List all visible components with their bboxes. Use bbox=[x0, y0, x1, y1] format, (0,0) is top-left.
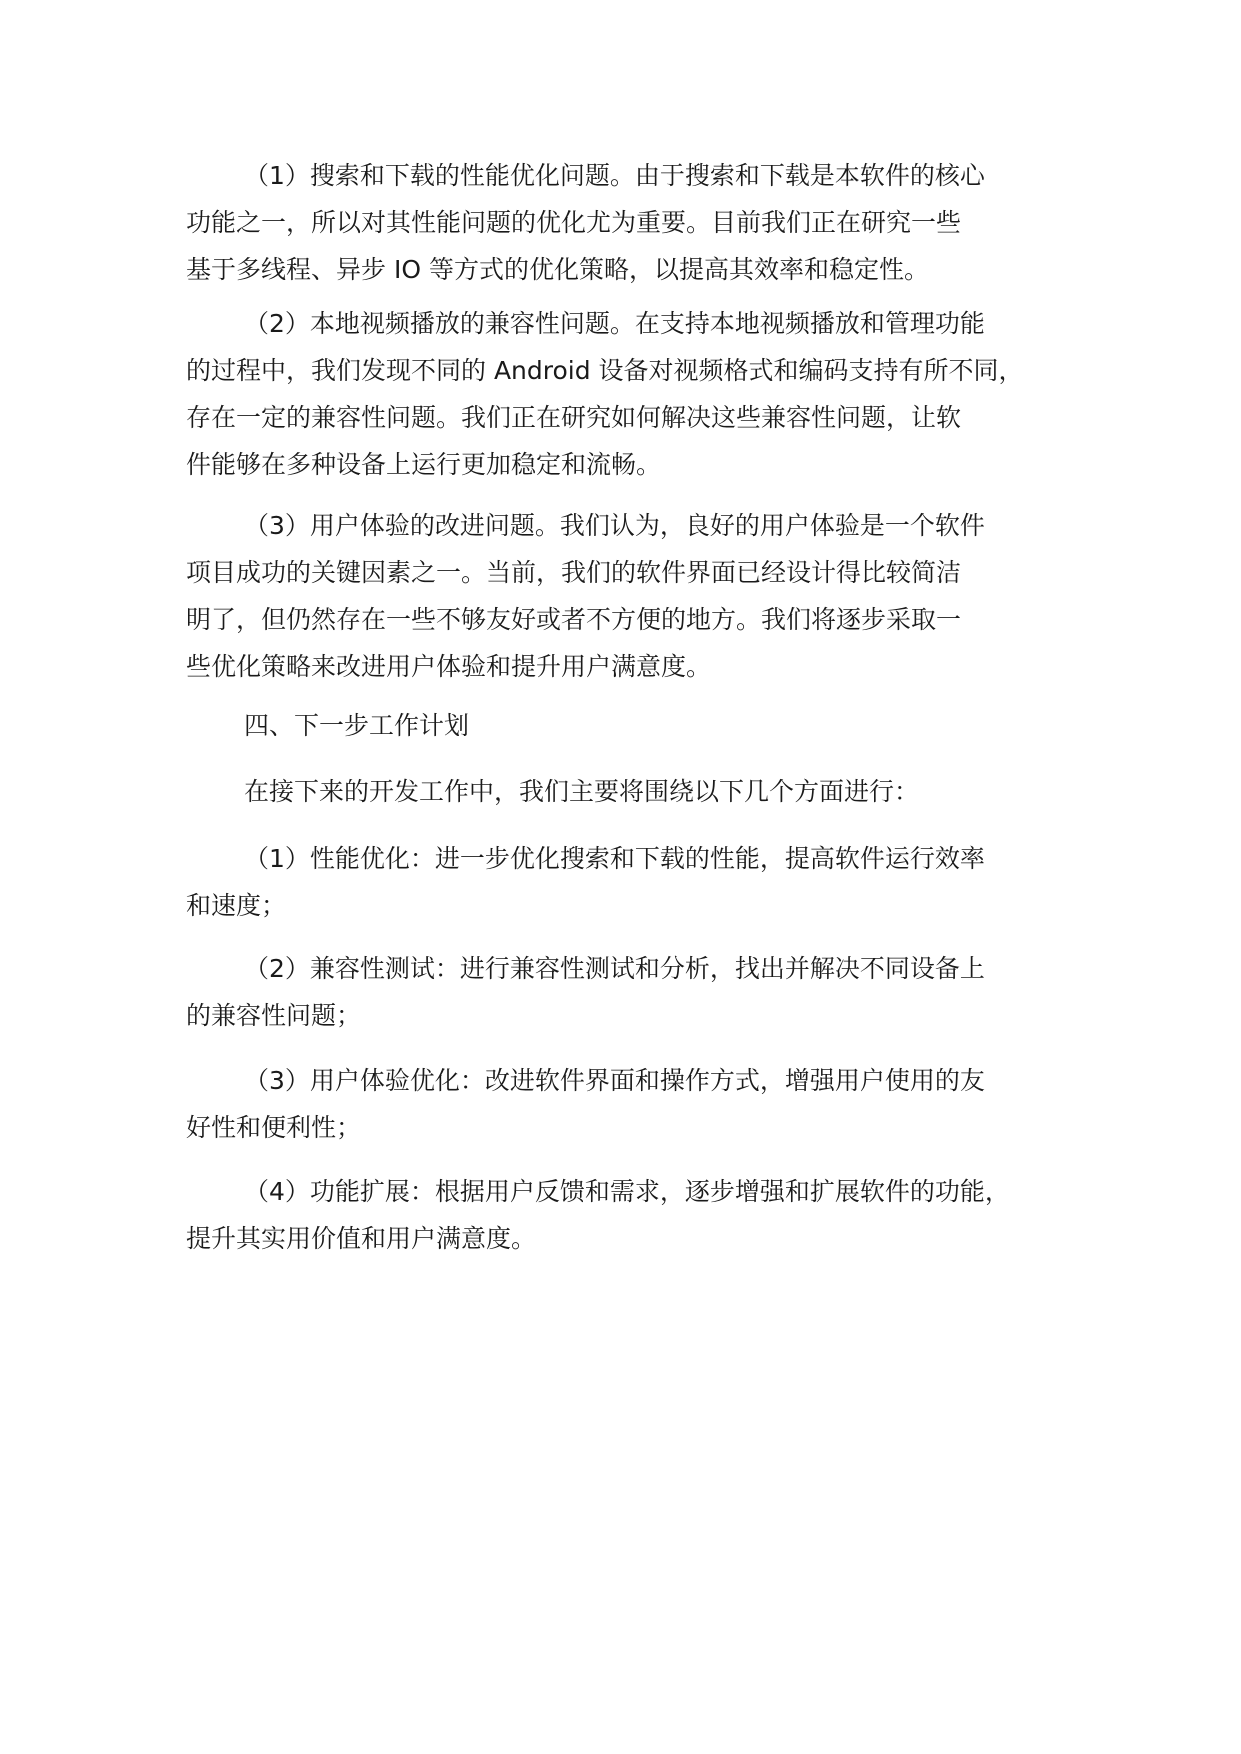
paragraph-line: （3）用户体验的改进问题。我们认为，良好的用户体验是一个软件 bbox=[244, 511, 985, 540]
paragraph-plan-intro bbox=[186, 768, 919, 815]
paragraph-line: 明了，但仍然存在一些不够友好或者不方便的地方。我们将逐步采取一 bbox=[186, 605, 962, 634]
paragraph-line: 项目成功的关键因素之一。当前，我们的软件界面已经设计得比较简洁 bbox=[186, 558, 962, 587]
paragraph-issue-performance bbox=[186, 152, 985, 293]
paragraph-line: 提升其实用价值和用户满意度。 bbox=[186, 1224, 537, 1253]
paragraph-line: 基于多线程、异步 IO 等方式的优化策略，以提高其效率和稳定性。 bbox=[186, 255, 929, 284]
paragraph-line: 功能之一，所以对其性能问题的优化尤为重要。目前我们正在研究一些 bbox=[186, 208, 962, 237]
paragraph-line: 件能够在多种设备上运行更加稳定和流畅。 bbox=[186, 450, 662, 479]
paragraph-line: （1）性能优化：进一步优化搜索和下载的性能，提高软件运行效率 bbox=[244, 844, 985, 873]
paragraph-line: （3）用户体验优化：改进软件界面和操作方式，增强用户使用的友 bbox=[244, 1066, 985, 1095]
paragraph-line: 和速度； bbox=[186, 891, 287, 920]
paragraph-line: 的过程中，我们发现不同的 Android 设备对视频格式和编码支持有所不同， bbox=[186, 356, 1024, 385]
paragraph-line: 些优化策略来改进用户体验和提升用户满意度。 bbox=[186, 652, 712, 681]
paragraph-line: （4）功能扩展：根据用户反馈和需求，逐步增强和扩展软件的功能， bbox=[244, 1177, 1010, 1206]
paragraph-plan-user-experience bbox=[186, 1057, 985, 1151]
paragraph-line: 的兼容性问题； bbox=[186, 1001, 362, 1030]
paragraph-issue-user-experience bbox=[186, 502, 985, 690]
paragraph-line: 好性和便利性； bbox=[186, 1113, 362, 1142]
paragraph-line: （2）兼容性测试：进行兼容性测试和分析，找出并解决不同设备上 bbox=[244, 954, 985, 983]
paragraph-line: （2）本地视频播放的兼容性问题。在支持本地视频播放和管理功能 bbox=[244, 309, 985, 338]
paragraph-plan-performance bbox=[186, 835, 985, 929]
paragraph-line: 存在一定的兼容性问题。我们正在研究如何解决这些兼容性问题，让软 bbox=[186, 403, 962, 432]
section-heading-next-plan bbox=[186, 702, 469, 749]
paragraph-line: （1）搜索和下载的性能优化问题。由于搜索和下载是本软件的核心 bbox=[244, 161, 985, 190]
paragraph-issue-compatibility bbox=[186, 300, 1024, 488]
paragraph-line: 在接下来的开发工作中，我们主要将围绕以下几个方面进行： bbox=[244, 777, 920, 806]
paragraph-plan-compatibility bbox=[186, 945, 985, 1039]
section-heading-text: 四、下一步工作计划 bbox=[244, 711, 470, 740]
paragraph-plan-feature-expansion bbox=[186, 1168, 1010, 1262]
